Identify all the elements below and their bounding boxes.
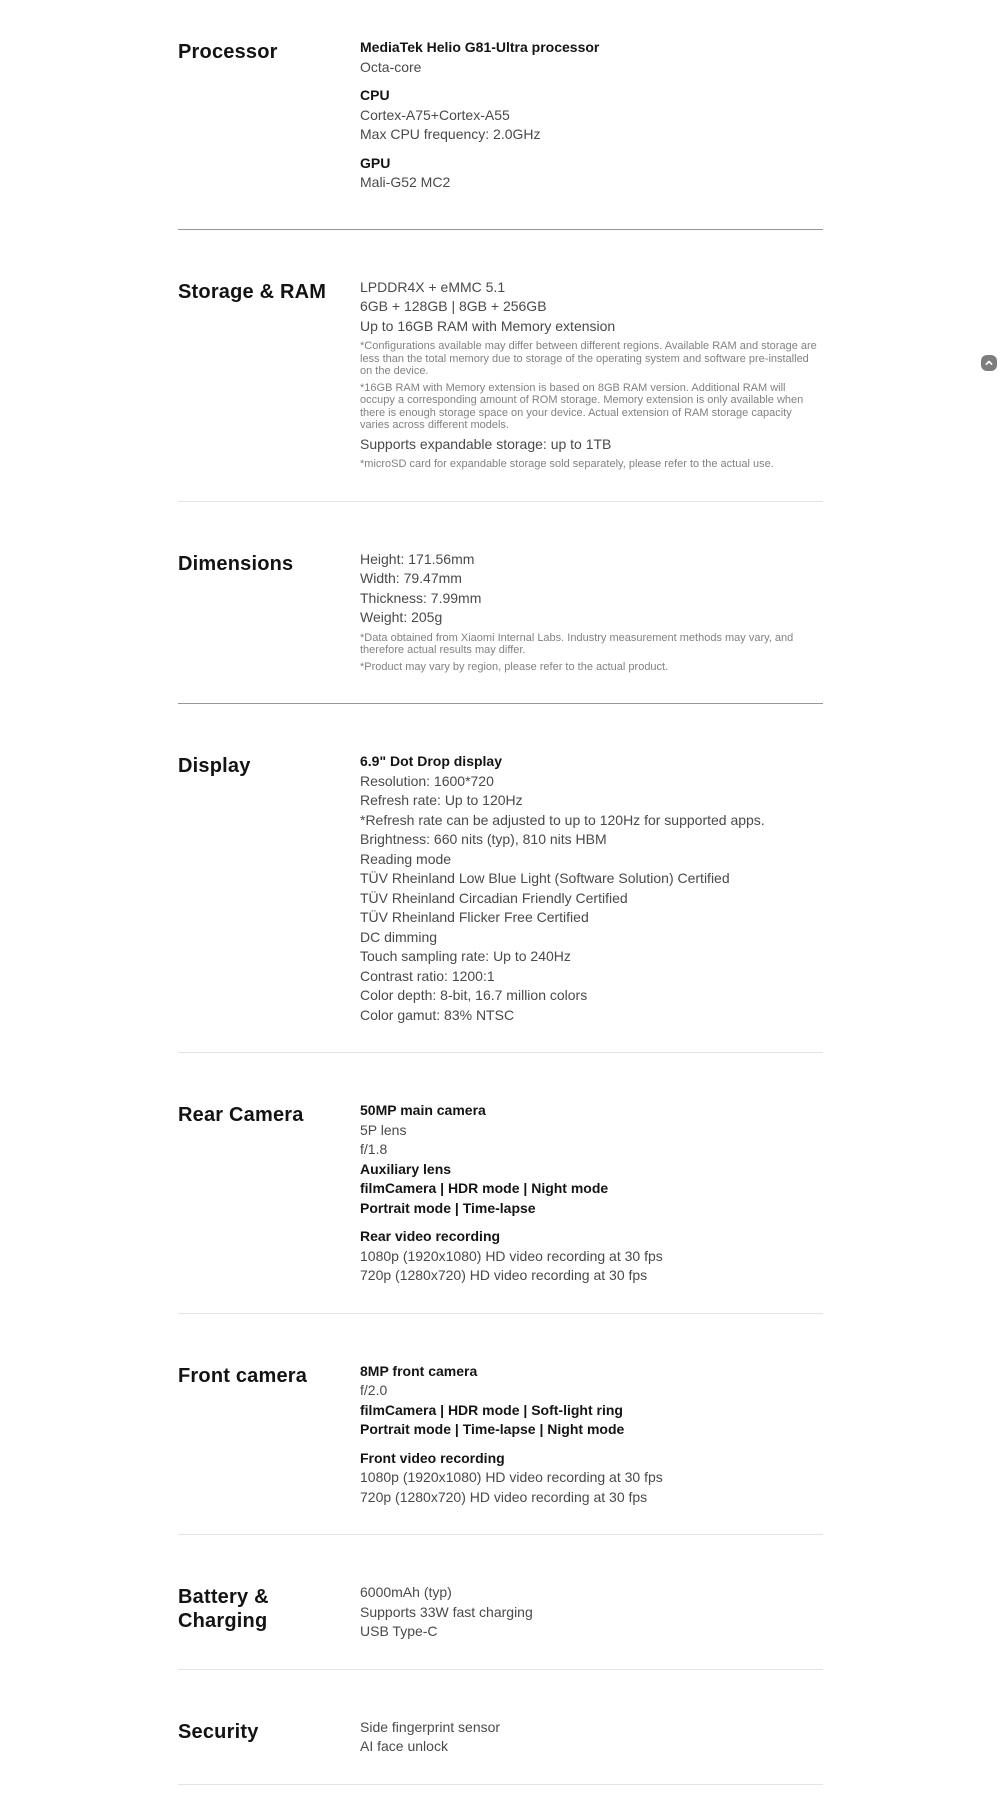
fine-print-row: *Product may vary by region, please refer to the actual product.	[360, 660, 669, 673]
section-title: Rear Camera	[178, 1104, 304, 1126]
spec-row: Supports expandable storage: up to 1TB	[360, 435, 612, 452]
spec-row: filmCamera | HDR mode | Soft-light ring	[360, 1401, 623, 1418]
spec-row: MediaTek Helio G81-Ultra processor	[360, 39, 600, 55]
spec-row: TÜV Rheinland Flicker Free Certified	[360, 909, 589, 925]
spec-row: 6000mAh (typ)	[360, 1584, 452, 1600]
spec-row: 6.9" Dot Drop display	[360, 753, 502, 769]
spec-section	[178, 1314, 823, 1536]
spec-section	[178, 1535, 823, 1670]
spec-row: Height: 171.56mm	[360, 550, 475, 567]
spec-row: Mali-G52 MC2	[360, 174, 451, 190]
spec-row: USB Type-C	[360, 1623, 438, 1639]
fine-print-row: *Configurations available may differ between different regions. Available RAM and storage are less than the total memory due to storage of the operating system and software pre-installed on the device.	[360, 340, 817, 377]
spec-row: TÜV Rheinland Low Blue Light (Software Solution) Certified	[360, 870, 730, 886]
section-content	[360, 1718, 823, 1757]
spec-row: f/1.8	[360, 1141, 388, 1157]
spec-section	[178, 1053, 823, 1314]
spec-row: 50MP main camera	[360, 1102, 486, 1118]
spec-row: Color gamut: 83% NTSC	[360, 1006, 515, 1023]
section-title: Processor	[178, 41, 278, 63]
spec-section	[178, 0, 823, 230]
spec-block	[360, 1718, 823, 1757]
spec-block	[360, 752, 823, 1025]
spec-row: Thickness: 7.99mm	[360, 589, 482, 606]
spec-row: 6GB + 128GB | 8GB + 256GB	[360, 298, 547, 314]
spec-row: Cortex-A75+Cortex-A55	[360, 106, 510, 123]
spec-row: Auxiliary lens	[360, 1160, 452, 1177]
spec-row: *Refresh rate can be adjusted to up to 120Hz for supported apps.	[360, 811, 765, 828]
fine-print-row: *16GB RAM with Memory extension is based on 8GB RAM version. Additional RAM will occupy a corresponding amount of ROM storage. Memory extension is only available when there is enough storage space on your device. Actual extension of RAM storage capacity varies across different models.	[360, 381, 804, 431]
spec-row: Rear video recording	[360, 1228, 501, 1244]
section-content	[360, 550, 823, 677]
spec-section	[178, 1670, 823, 1785]
spec-row: 1080p (1920x1080) HD video recording at 30 fps	[360, 1247, 663, 1264]
spec-row: Side fingerprint sensor	[360, 1718, 501, 1735]
section-content	[360, 278, 823, 474]
section-title: Battery & Charging	[178, 1586, 269, 1632]
spec-row: f/2.0	[360, 1382, 388, 1398]
spec-row: Portrait mode | Time-lapse | Night mode	[360, 1421, 625, 1437]
spec-block	[360, 1227, 823, 1286]
spec-row: Supports 33W fast charging	[360, 1603, 533, 1620]
spec-block	[360, 86, 823, 145]
fine-print-row: *Data obtained from Xiaomi Internal Labs. Industry measurement methods may vary, and therefore actual results may differ.	[360, 631, 794, 656]
spec-block	[360, 1362, 823, 1440]
spec-row: filmCamera | HDR mode | Night mode	[360, 1180, 609, 1196]
section-title: Front camera	[178, 1364, 308, 1387]
spec-row: TÜV Rheinland Circadian Friendly Certified	[360, 889, 628, 906]
spec-row: 720p (1280x720) HD video recording at 30 fps	[360, 1488, 648, 1505]
spec-row: LPDDR4X + eMMC 5.1	[360, 278, 506, 295]
spec-row: Up to 16GB RAM with Memory extension	[360, 317, 616, 334]
spec-row: 720p (1280x720) HD video recording at 30 fps	[360, 1267, 648, 1283]
spec-row: Brightness: 660 nits (typ), 810 nits HBM	[360, 831, 607, 847]
spec-row: 1080p (1920x1080) HD video recording at 30 fps	[360, 1469, 663, 1485]
spec-block	[360, 550, 823, 674]
section-title: Security	[178, 1720, 259, 1743]
spec-row: Weight: 205g	[360, 609, 443, 625]
spec-block	[360, 1449, 823, 1508]
spec-row: CPU	[360, 87, 390, 103]
section-title: Storage & RAM	[178, 280, 327, 303]
spec-section	[178, 704, 823, 1053]
chevron-up-icon	[983, 357, 995, 369]
spec-block	[360, 38, 823, 77]
spec-row: Max CPU frequency: 2.0GHz	[360, 126, 541, 142]
spec-row: GPU	[360, 154, 391, 171]
spec-row: Portrait mode | Time-lapse	[360, 1199, 536, 1216]
spec-row: AI face unlock	[360, 1738, 448, 1754]
spec-row: Color depth: 8-bit, 16.7 million colors	[360, 987, 588, 1003]
section-content	[360, 1583, 823, 1642]
fine-print-row: *microSD card for expandable storage sold separately, please refer to the actual use.	[360, 458, 774, 470]
section-title: Display	[178, 755, 251, 777]
spec-row: Resolution: 1600*720	[360, 772, 494, 789]
spec-row: Octa-core	[360, 58, 422, 75]
spec-sections-container	[178, 0, 823, 1785]
section-content	[360, 1362, 823, 1508]
spec-row: DC dimming	[360, 928, 438, 945]
spec-block	[360, 154, 823, 193]
spec-block	[360, 1101, 823, 1218]
spec-block	[360, 1583, 823, 1642]
section-content	[360, 1101, 823, 1286]
spec-row: 8MP front camera	[360, 1362, 478, 1379]
spec-row: Refresh rate: Up to 120Hz	[360, 792, 523, 808]
spec-row: 5P lens	[360, 1121, 407, 1138]
spec-row: Touch sampling rate: Up to 240Hz	[360, 948, 571, 964]
section-content	[360, 752, 823, 1025]
spec-row: Contrast ratio: 1200:1	[360, 967, 495, 984]
spec-section	[178, 502, 823, 705]
spec-row: Reading mode	[360, 850, 452, 867]
section-title: Dimensions	[178, 552, 294, 575]
spec-block	[360, 278, 823, 471]
spec-row: Front video recording	[360, 1449, 505, 1466]
spec-row: Width: 79.47mm	[360, 570, 462, 586]
section-content	[360, 38, 823, 193]
scroll-to-top-button[interactable]	[981, 355, 997, 371]
spec-section	[178, 230, 823, 502]
